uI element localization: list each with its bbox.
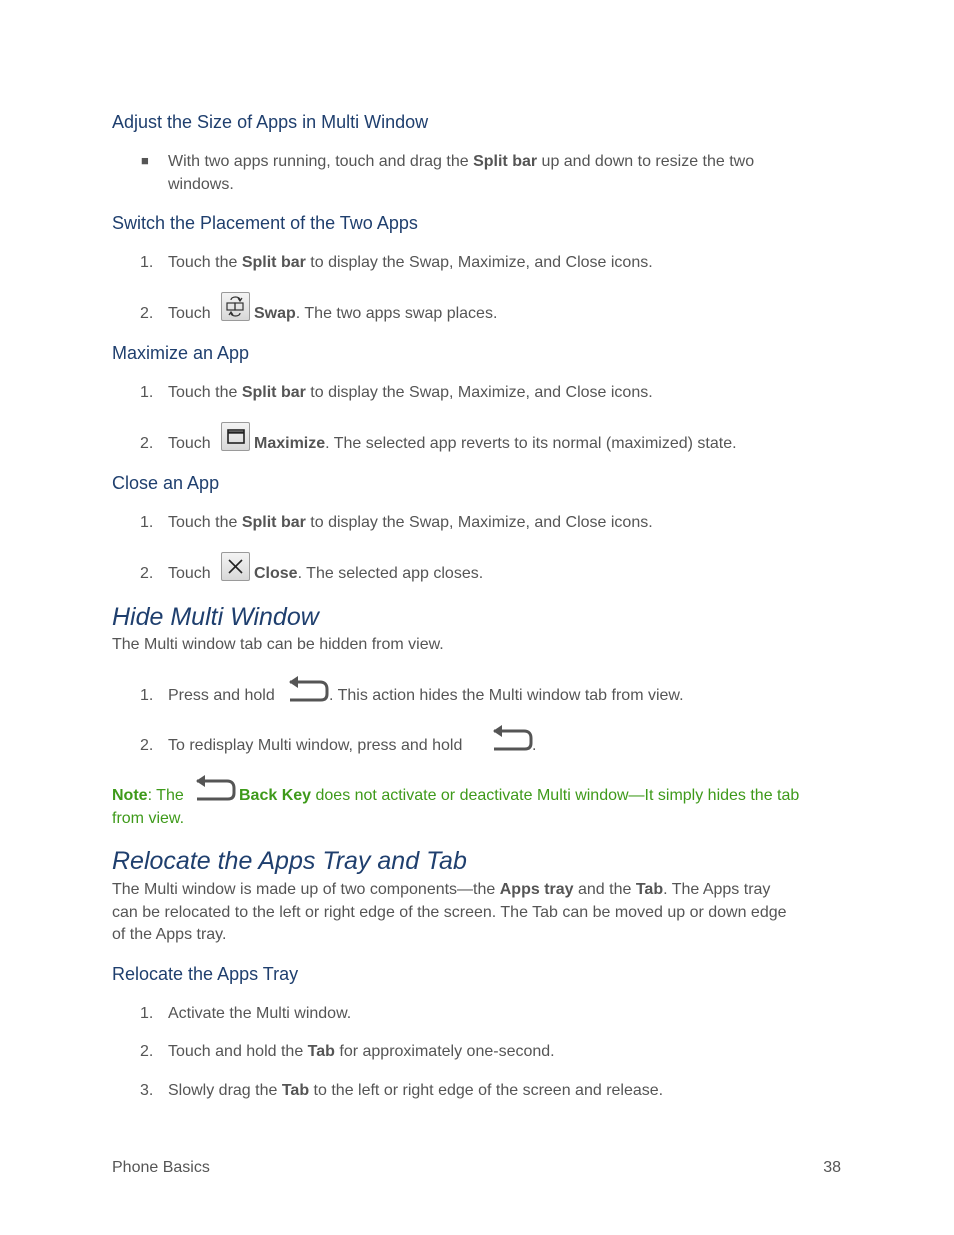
step-number: 2.	[140, 565, 154, 582]
step-text-post: . The selected app closes.	[297, 565, 484, 582]
step-number: 1.	[140, 687, 154, 704]
relocate-paragraph-line: of the Apps tray.	[112, 926, 227, 943]
bullet-text-bold: Split bar	[473, 153, 538, 170]
step-text-bold: Tab	[281, 1082, 310, 1099]
step-text-post: to display the Swap, Maximize, and Close icons.	[305, 254, 653, 271]
swap-icon	[221, 292, 250, 321]
step-text	[168, 254, 653, 272]
note-text-continued: from view.	[112, 810, 185, 827]
bullet-text-post: up and down to resize the two	[537, 153, 755, 170]
note-text-rest	[239, 787, 799, 805]
note-text-post: does not activate or deactivate Multi window—It simply hides the tab	[311, 787, 800, 804]
step-text-post: to display the Swap, Maximize, and Close icons.	[305, 384, 653, 401]
heading-adjust-size: Adjust the Size of Apps in Multi Window	[112, 112, 429, 132]
relocate-paragraph-line	[112, 881, 770, 899]
bullet-marker: ■	[141, 153, 149, 168]
step-number: 1.	[140, 254, 154, 271]
step-number: 2.	[140, 305, 154, 322]
step-text-post: .	[532, 737, 537, 754]
note-text-pre: : The	[147, 787, 184, 804]
step-text-bold: Swap	[254, 305, 296, 322]
back-key-icon	[286, 674, 330, 704]
step-text-bold: Split bar	[241, 254, 306, 271]
step-text-pre: Slowly drag the	[168, 1082, 282, 1099]
step-text-pre: Touch the	[168, 384, 242, 401]
relocate-bold-apps-tray: Apps tray	[499, 881, 574, 898]
relocate-text-pre: The Multi window is made up of two components—the	[112, 881, 500, 898]
relocate-text-post: . The Apps tray	[663, 881, 771, 898]
step-text-pre: Touch and hold the	[168, 1043, 308, 1060]
step-text-post: for approximately one-second.	[334, 1043, 555, 1060]
bullet-text-pre: With two apps running, touch and drag the	[168, 153, 474, 170]
step-text	[168, 1043, 555, 1061]
heading-relocate-apps-tray: Relocate the Apps Tray	[112, 964, 299, 984]
step-number: 2.	[140, 435, 154, 452]
note-label: Note	[112, 787, 148, 804]
step-text-pre: Touch the	[168, 254, 242, 271]
footer-section-name: Phone Basics	[112, 1159, 210, 1176]
step-text-post: to display the Swap, Maximize, and Close icons.	[305, 514, 653, 531]
step-text-pre: To redisplay Multi window, press and hold	[168, 737, 463, 754]
step-number: 3.	[140, 1082, 154, 1099]
step-text-post: . The selected app reverts to its normal (maximized) state.	[325, 435, 737, 452]
step-text-pre: Press and hold	[168, 687, 275, 704]
step-number: 1.	[140, 1005, 154, 1022]
step-text-rest	[254, 565, 483, 583]
step-number: 2.	[140, 737, 154, 754]
relocate-paragraph-line: can be relocated to the left or right edge of the screen. The Tab can be moved up or down edge	[112, 904, 787, 921]
step-text	[168, 384, 653, 402]
step-text-bold: Close	[254, 565, 298, 582]
step-text-post: to the left or right edge of the screen and release.	[309, 1082, 664, 1099]
relocate-bold-tab: Tab	[635, 881, 664, 898]
back-key-icon	[193, 773, 237, 803]
step-text-pre: Touch	[168, 435, 211, 452]
bullet-text-continued: windows.	[168, 176, 234, 193]
step-text-pre: Touch	[168, 565, 211, 582]
relocate-text-mid: and the	[573, 881, 636, 898]
step-text: Activate the Multi window.	[168, 1005, 352, 1022]
step-text-bold: Split bar	[241, 514, 306, 531]
step-text-post: . The two apps swap places.	[295, 305, 498, 322]
step-number: 1.	[140, 384, 154, 401]
step-text	[168, 1082, 663, 1100]
heading-close-app: Close an App	[112, 473, 220, 493]
step-text-post: . This action hides the Multi window tab from view.	[329, 687, 684, 704]
heading-maximize-app: Maximize an App	[112, 343, 250, 363]
hide-intro: The Multi window tab can be hidden from view.	[112, 636, 444, 653]
step-text-bold: Split bar	[241, 384, 306, 401]
step-text-pre: Touch the	[168, 514, 242, 531]
step-text-bold: Tab	[307, 1043, 335, 1060]
maximize-icon	[221, 422, 250, 451]
footer-page-number: 38	[823, 1159, 841, 1176]
heading-relocate: Relocate the Apps Tray and Tab	[112, 847, 467, 875]
step-number: 2.	[140, 1043, 154, 1060]
heading-switch-placement: Switch the Placement of the Two Apps	[112, 213, 418, 233]
note-text	[112, 787, 184, 805]
step-text-rest	[254, 305, 497, 323]
step-text-bold: Maximize	[254, 435, 326, 452]
step-text-rest	[254, 435, 737, 453]
back-key-icon	[490, 723, 537, 754]
bullet-text	[168, 153, 754, 171]
note-bold: Back Key	[239, 787, 312, 804]
step-number: 1.	[140, 514, 154, 531]
close-icon	[221, 552, 250, 581]
step-text	[168, 514, 653, 532]
step-text-pre: Touch	[168, 305, 211, 322]
heading-hide-multi-window: Hide Multi Window	[112, 603, 319, 631]
